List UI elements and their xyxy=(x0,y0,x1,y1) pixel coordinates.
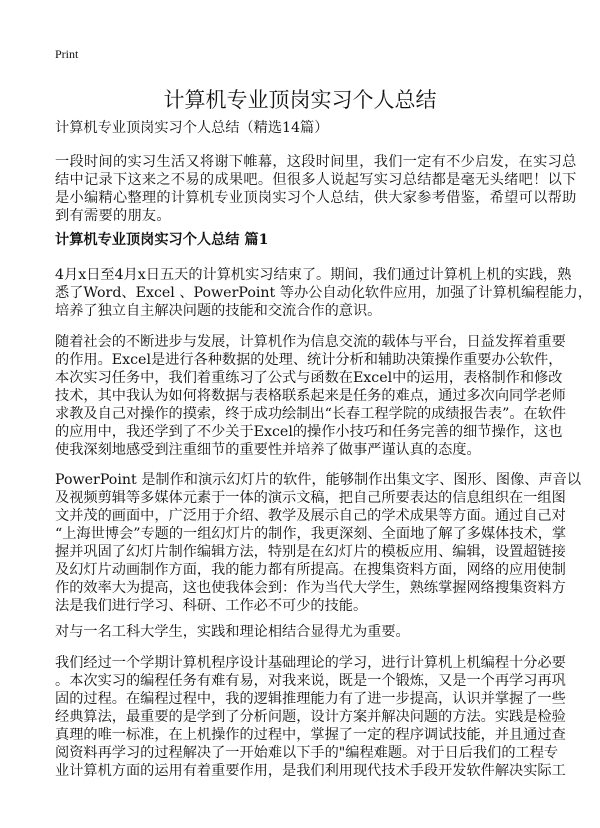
text-line: 求教及自己对操作的摸索，终于成功绘制出“长春工程学院的成绩报告表”。在软件 xyxy=(55,406,567,422)
print-link[interactable]: Print xyxy=(55,47,79,61)
subtitle: 计算机专业顶岗实习个人总结（精选14篇） xyxy=(55,120,329,136)
body-paragraph xyxy=(55,623,575,641)
text-line: 文并茂的画面中，广泛用于介绍、教学及展示自己的学术成果等方面。通过自己对 xyxy=(55,508,566,524)
text-line: 结中记录下这来之不易的成果吧。但很多人说起写实习总结都是毫无头绪吧！以下 xyxy=(55,172,577,188)
text-line: 法是我们进行学习、科研、工作必不可少的技能。 xyxy=(55,598,368,614)
text-line: 到有需要的朋友。 xyxy=(55,208,171,224)
section-heading: 计算机专业顶岗实习个人总结 篇1 xyxy=(55,232,269,248)
text-line: 阅资料再学习的过程解决了一开始难以下手的"编程难题。对于日后我们的工程专 xyxy=(55,745,559,761)
text-line: 一段时间的实习生活又将谢下帷幕，这段时间里，我们一定有不少启发，在实习总 xyxy=(55,154,577,170)
text-line: 作的效率大为提高，这也使我体会到：作为当代大学生，熟练掌握网络搜集资料方 xyxy=(55,580,566,596)
text-line: 及幻灯片动画制作方面，我的能力都有所提高。在搜集资料方面，网络的应用使制 xyxy=(55,562,566,578)
text-line: 业计算机方面的运用有着重要作用，是我们利用现代技术手段开发软件解决实际工 xyxy=(55,763,566,779)
text-line: 经典算法，最重要的是学到了分析问题，设计方案并解决问题的方法。实践是检验 xyxy=(55,709,566,725)
text-line: 的作用。Excel是进行各种数据的处理、统计分析和辅助决策操作重要办公软件， xyxy=(55,352,563,368)
text-line: 及视频剪辑等多媒体元素于一体的演示文稿，把自己所要表达的信息组织在一组图 xyxy=(55,490,566,506)
text-line: 本次实习任务中，我们着重练习了公式与函数在Excel中的运用，表格制作和修改 xyxy=(55,370,563,386)
text-line: 握并巩固了幻灯片制作编辑方法，特别是在幻灯片的模板应用、编辑，设置超链接 xyxy=(55,544,566,560)
body-paragraph xyxy=(55,471,582,615)
text-line: PowerPoint 是制作和演示幻灯片的软件，能够制作出集文字、图形、图像、声音以 xyxy=(55,472,582,488)
text-line: 对与一名工科大学生，实践和理论相结合显得尤为重要。 xyxy=(55,624,410,640)
text-line: 4月x日至4月x日五天的计算机实习结束了。期间，我们通过计算机上机的实践，熟 xyxy=(55,267,572,283)
body-paragraph xyxy=(55,266,592,320)
text-line: 技术，其中我认为如何将数据与表格联系起来是任务的难点，通过多次向同学老师 xyxy=(55,388,566,404)
text-line: 真理的唯一标准，在上机操作的过程中，掌握了一定的程序调试技能，并且通过查 xyxy=(55,727,566,743)
page-title: 计算机专业顶岗实习个人总结 xyxy=(163,88,437,112)
body-paragraph xyxy=(55,333,575,459)
body-paragraph xyxy=(55,654,575,780)
text-line: 是小编精心整理的计算机专业顶岗实习个人总结，供大家参考借鉴，希望可以帮助 xyxy=(55,190,577,206)
text-line: “上海世博会”专题的一组幻灯片的制作，我更深刻、全面地了解了多媒体技术，掌 xyxy=(55,526,567,542)
text-line: 固的过程。在编程过程中，我的逻辑推理能力有了进一步提高，认识并掌握了一些 xyxy=(55,691,566,707)
text-line: 我们经过一个学期计算机程序设计基础理论的学习，进行计算机上机编程十分必要 xyxy=(55,655,566,671)
text-line: 悉了Word、Excel 、PowerPoint 等办公自动化软件应用，加强了计算机编程能力， xyxy=(55,285,592,301)
text-line: 培养了独立自主解决问题的技能和交流合作的意识。 xyxy=(55,303,382,319)
text-line: 使我深刻地感受到注重细节的重要性并培养了做事严谨认真的态度。 xyxy=(55,442,481,458)
text-line: 的应用中，我还学到了不少关于Excel的操作小技巧和任务完善的细节操作，这也 xyxy=(55,424,563,440)
text-line: 随着社会的不断进步与发展，计算机作为信息交流的载体与平台，日益发挥着重要 xyxy=(55,334,566,350)
intro-paragraph xyxy=(55,153,575,225)
text-line: 。本次实习的编程任务有难有易，对我来说，既是一个锻炼，又是一个再学习再巩 xyxy=(55,673,566,689)
